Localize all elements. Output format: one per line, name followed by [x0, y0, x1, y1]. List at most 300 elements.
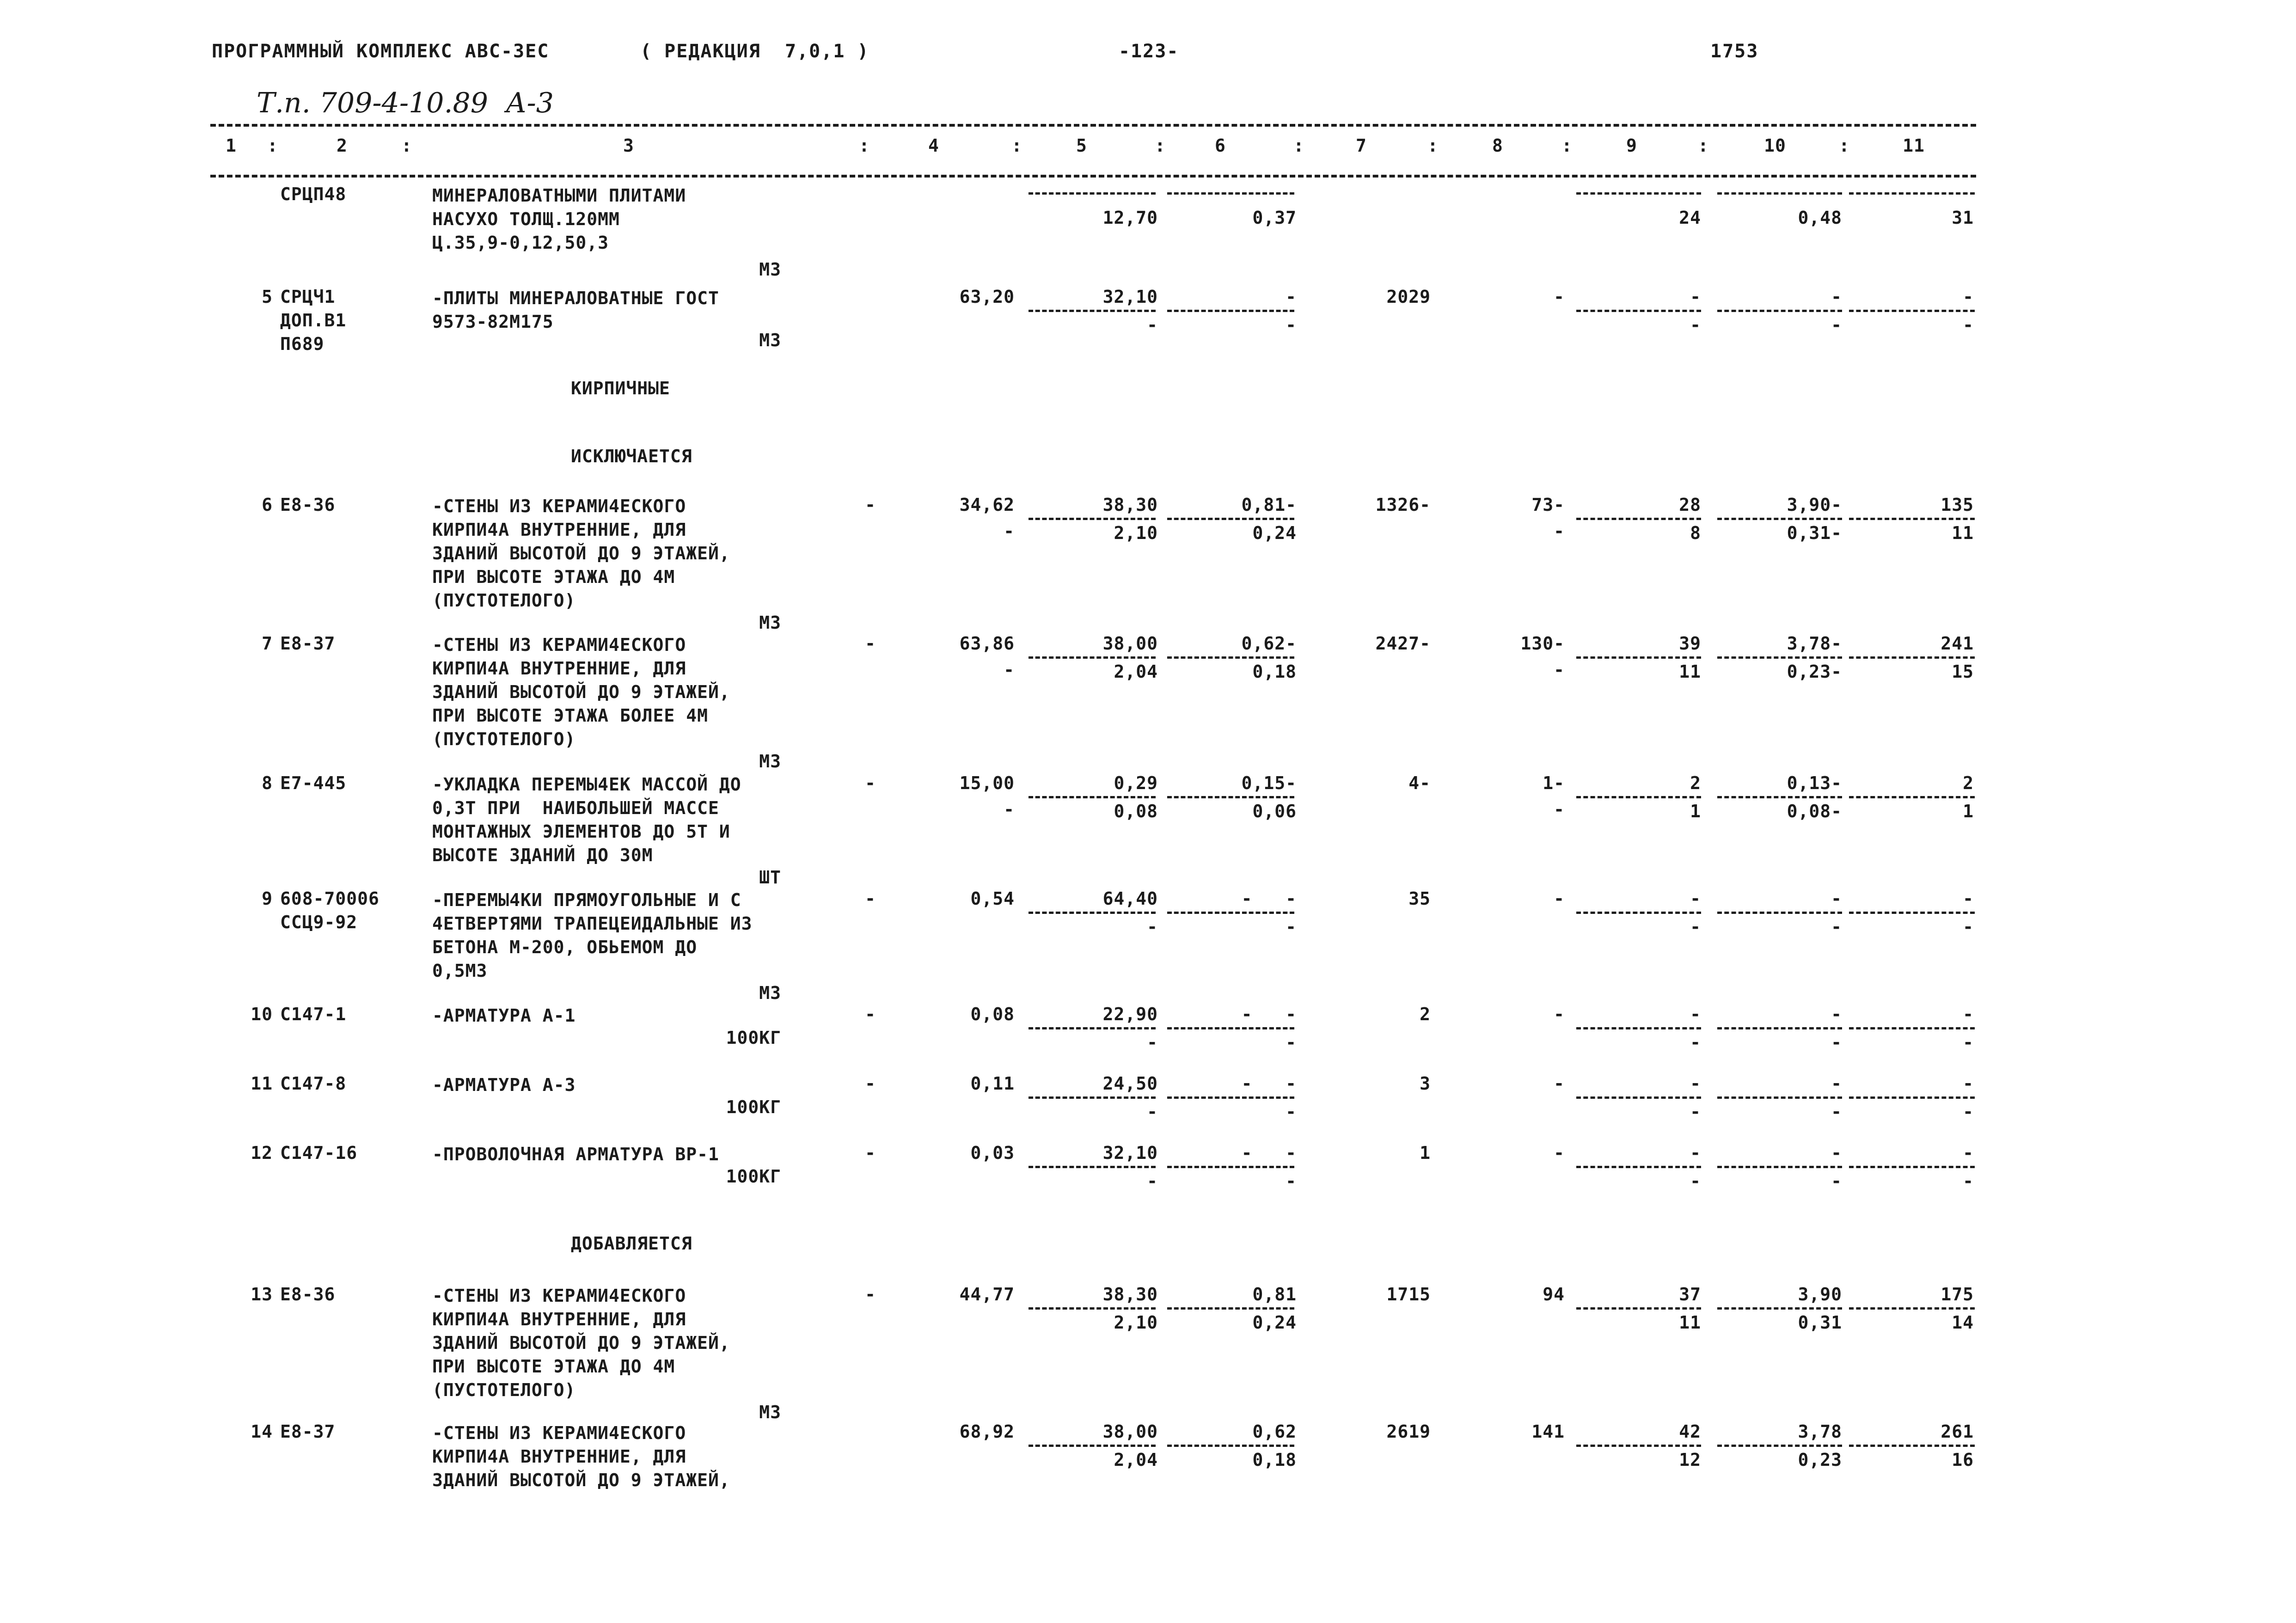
- value-c5: 22,90: [1102, 1004, 1158, 1024]
- row-description-line: ПРИ ВЫСОТЕ ЭТАЖА ДО 4М: [432, 1356, 675, 1377]
- value-c4: 44,77: [959, 1284, 1015, 1305]
- dash-marker: -: [865, 495, 876, 515]
- value-c7: 2619: [1386, 1421, 1431, 1442]
- value-c6: 0,62: [1252, 1421, 1297, 1442]
- value-c5: 0,08: [1114, 801, 1158, 821]
- row-description-line: ВЫСОТЕ ЗДАНИЙ ДО 30М: [432, 845, 653, 865]
- column-header: 5: [1076, 135, 1087, 156]
- value-c7: 1715: [1386, 1284, 1431, 1305]
- value-c4: 34,62: [959, 495, 1015, 515]
- value-c10: -: [1831, 1171, 1842, 1191]
- row-code: П689: [280, 334, 325, 354]
- row-unit: 100КГ: [726, 1028, 781, 1048]
- value-c9: 2: [1690, 773, 1701, 793]
- header-rule-top: [210, 124, 1976, 127]
- value-c5: 0,29: [1114, 773, 1158, 793]
- row-number: 5: [262, 287, 273, 307]
- fraction-rule: [1167, 1166, 1294, 1168]
- program-title: ПРОГРАММНЫЙ КОМПЛЕКС АВС-3ЕС: [212, 41, 550, 62]
- value-c4: 63,20: [959, 287, 1015, 307]
- column-separator: :: [859, 135, 870, 156]
- fraction-rule: [1029, 518, 1156, 520]
- value-c5: -: [1147, 315, 1158, 335]
- value-c6: -: [1286, 287, 1297, 307]
- value-c10: -: [1831, 1143, 1842, 1163]
- handwritten-reference: Т.п. 709-4-10.89 А-3: [257, 87, 554, 119]
- column-header: 11: [1903, 135, 1925, 156]
- value-c9: -: [1690, 1073, 1701, 1094]
- row-description-line: ЗДАНИЙ ВЫСОТОЙ ДО 9 ЭТАЖЕЙ,: [432, 682, 730, 702]
- fraction-rule: [1717, 310, 1842, 312]
- value-c11: 2: [1963, 773, 1974, 793]
- value-c9: -: [1690, 1004, 1701, 1024]
- value-c6: 0,15-: [1241, 773, 1297, 793]
- value-c6: -: [1286, 1102, 1297, 1122]
- value-c4: 15,00: [959, 773, 1015, 793]
- value-c11: -: [1963, 287, 1974, 307]
- row-description-line: -ПРОВОЛОЧНАЯ АРМАТУРА ВР-1: [432, 1144, 719, 1164]
- row-description-line: ЗДАНИЙ ВЫСОТОЙ ДО 9 ЭТАЖЕЙ,: [432, 1470, 730, 1490]
- fraction-rule: [1849, 1445, 1975, 1447]
- row-code: СРЦП48: [280, 184, 347, 204]
- page-number: -123-: [1119, 41, 1179, 62]
- column-header: 8: [1492, 135, 1503, 156]
- row-description-line: КИРПИ4А ВНУТРЕННИЕ, ДЛЯ: [432, 520, 686, 540]
- fraction-rule: [1576, 192, 1701, 195]
- value-c6: - -: [1241, 888, 1297, 909]
- value-c6: 0,37: [1252, 208, 1297, 228]
- row-unit: М3: [759, 612, 781, 633]
- value-c5: 32,10: [1102, 287, 1158, 307]
- value-c4: 0,11: [970, 1073, 1015, 1094]
- row-description-line: -СТЕНЫ ИЗ КЕРАМИ4ЕСКОГО: [432, 1423, 686, 1443]
- value-c5: 38,30: [1102, 1284, 1158, 1305]
- column-separator: :: [401, 135, 412, 156]
- value-c7: 35: [1408, 888, 1431, 909]
- fraction-rule: [1849, 1027, 1975, 1029]
- value-c11: 175: [1941, 1284, 1974, 1305]
- value-c5: 2,10: [1114, 1312, 1158, 1333]
- dash-marker: -: [865, 1143, 876, 1163]
- row-description-line: (ПУСТОТЕЛОГО): [432, 590, 576, 611]
- dash-marker: -: [865, 773, 876, 793]
- fraction-rule: [1167, 192, 1294, 195]
- row-description-line: МОНТАЖНЫХ ЭЛЕМЕНТОВ ДО 5Т И: [432, 821, 730, 842]
- value-c11: -: [1963, 1102, 1974, 1122]
- row-description-line: -СТЕНЫ ИЗ КЕРАМИ4ЕСКОГО: [432, 1286, 686, 1306]
- row-description-line: 0,5М3: [432, 961, 488, 981]
- row-description-line: 0,3Т ПРИ НАИБОЛЬШЕЙ МАССЕ: [432, 798, 719, 818]
- value-c8: -: [1554, 287, 1565, 307]
- value-c6: 0,24: [1252, 523, 1297, 543]
- fraction-rule: [1167, 518, 1294, 520]
- fraction-rule: [1849, 1307, 1975, 1310]
- fraction-rule: [1576, 1307, 1701, 1310]
- column-separator: :: [1293, 135, 1304, 156]
- value-c9: 1: [1690, 801, 1701, 821]
- value-c8: 94: [1543, 1284, 1565, 1305]
- value-c10: 0,48: [1798, 208, 1842, 228]
- row-code: Е7-445: [280, 773, 347, 793]
- column-header: 7: [1356, 135, 1367, 156]
- fraction-rule: [1576, 656, 1701, 659]
- fraction-rule: [1029, 656, 1156, 659]
- value-c4: 0,54: [970, 888, 1015, 909]
- value-c9: 42: [1679, 1421, 1701, 1442]
- fraction-rule: [1849, 1166, 1975, 1168]
- fraction-rule: [1029, 1096, 1156, 1099]
- row-unit: М3: [759, 1402, 781, 1422]
- value-c9: 11: [1679, 661, 1701, 682]
- fraction-rule: [1717, 656, 1842, 659]
- value-c6: - -: [1241, 1004, 1297, 1024]
- value-c6: 0,06: [1252, 801, 1297, 821]
- row-unit: М3: [759, 259, 781, 280]
- value-c11: 135: [1941, 495, 1974, 515]
- fraction-rule: [1167, 1307, 1294, 1310]
- row-description-line: 4ЕТВЕРТЯМИ ТРАПЕЦЕИДАЛЬНЫЕ ИЗ: [432, 913, 753, 934]
- value-c5: 64,40: [1102, 888, 1158, 909]
- fraction-rule: [1167, 796, 1294, 798]
- value-c10: 3,90-: [1787, 495, 1842, 515]
- row-description-line: -ПЕРЕМЫ4КИ ПРЯМОУГОЛЬНЫЕ И С: [432, 890, 741, 910]
- row-description-line: БЕТОНА М-200, ОБЬЕМОМ ДО: [432, 937, 698, 957]
- value-c4: -: [1004, 799, 1015, 820]
- fraction-rule: [1029, 310, 1156, 312]
- fraction-rule: [1576, 1027, 1701, 1029]
- value-c9: -: [1690, 287, 1701, 307]
- row-unit: М3: [759, 983, 781, 1003]
- value-c10: 0,08-: [1787, 801, 1842, 821]
- row-number: 14: [251, 1421, 273, 1442]
- value-c6: 0,18: [1252, 661, 1297, 682]
- value-c11: 11: [1952, 523, 1974, 543]
- value-c10: -: [1831, 888, 1842, 909]
- row-description-line: -УКЛАДКА ПЕРЕМЫ4ЕК МАССОЙ ДО: [432, 774, 741, 795]
- fraction-rule: [1576, 796, 1701, 798]
- value-c9: -: [1690, 1102, 1701, 1122]
- value-c5: -: [1147, 917, 1158, 937]
- value-c4: -: [1004, 521, 1015, 541]
- value-c11: -: [1963, 1171, 1974, 1191]
- row-unit: 100КГ: [726, 1097, 781, 1117]
- dash-marker: -: [865, 1284, 876, 1305]
- value-c10: -: [1831, 1102, 1842, 1122]
- value-c11: -: [1963, 917, 1974, 937]
- value-c6: - -: [1241, 1143, 1297, 1163]
- value-c6: 0,18: [1252, 1450, 1297, 1470]
- value-c5: -: [1147, 1102, 1158, 1122]
- value-c10: 0,13-: [1787, 773, 1842, 793]
- fraction-rule: [1717, 192, 1842, 195]
- value-c7: 3: [1420, 1073, 1431, 1094]
- fraction-rule: [1849, 192, 1975, 195]
- value-c5: 2,10: [1114, 523, 1158, 543]
- value-c7: 2: [1420, 1004, 1431, 1024]
- value-c9: 28: [1679, 495, 1701, 515]
- column-header: 3: [623, 135, 634, 156]
- row-description-line: -АРМАТУРА А-1: [432, 1005, 576, 1026]
- value-c5: 24,50: [1102, 1073, 1158, 1094]
- value-c9: -: [1690, 1171, 1701, 1191]
- value-c7: 2427-: [1375, 633, 1431, 654]
- value-c10: -: [1831, 1032, 1842, 1053]
- fraction-rule: [1576, 912, 1701, 914]
- row-description-line: МИНЕРАЛОВАТНЫМИ ПЛИТАМИ: [432, 185, 686, 206]
- column-separator: :: [267, 135, 278, 156]
- column-header: 9: [1626, 135, 1637, 156]
- row-unit: 100КГ: [726, 1166, 781, 1187]
- value-c11: -: [1963, 315, 1974, 335]
- row-code: С147-1: [280, 1004, 347, 1024]
- row-code: С147-8: [280, 1073, 347, 1094]
- value-c4: 0,03: [970, 1143, 1015, 1163]
- fraction-rule: [1717, 1307, 1842, 1310]
- row-number: 7: [262, 633, 273, 654]
- column-header: 1: [226, 135, 237, 156]
- row-description-line: ПРИ ВЫСОТЕ ЭТАЖА ДО 4М: [432, 567, 675, 587]
- row-number: 6: [262, 495, 273, 515]
- value-c8: -: [1554, 888, 1565, 909]
- value-c11: -: [1963, 1073, 1974, 1094]
- value-c6: -: [1286, 315, 1297, 335]
- value-c10: 0,23-: [1787, 661, 1842, 682]
- sheet-number: 1753: [1710, 41, 1759, 62]
- fraction-rule: [1029, 192, 1156, 195]
- value-c11: 14: [1952, 1312, 1974, 1333]
- value-c5: 2,04: [1114, 661, 1158, 682]
- column-separator: :: [1698, 135, 1709, 156]
- value-c4: -: [1004, 660, 1015, 680]
- value-c9: 24: [1679, 208, 1701, 228]
- fraction-rule: [1029, 1027, 1156, 1029]
- value-c5: -: [1147, 1171, 1158, 1191]
- value-c10: -: [1831, 917, 1842, 937]
- value-c8: 130-: [1520, 633, 1565, 654]
- value-c6: - -: [1241, 1073, 1297, 1094]
- fraction-rule: [1717, 912, 1842, 914]
- value-c10: 0,23: [1798, 1450, 1842, 1470]
- value-c4: 63,86: [959, 633, 1015, 654]
- value-c9: 11: [1679, 1312, 1701, 1333]
- column-header: 2: [337, 135, 348, 156]
- value-c6: -: [1286, 1032, 1297, 1053]
- row-number: 12: [251, 1143, 273, 1163]
- row-description-line: -СТЕНЫ ИЗ КЕРАМИ4ЕСКОГО: [432, 496, 686, 516]
- row-code: Е8-37: [280, 1421, 336, 1442]
- row-code: С147-16: [280, 1143, 358, 1163]
- value-c5: -: [1147, 1032, 1158, 1053]
- edition-label: ( РЕДАКЦИЯ 7,0,1 ): [640, 41, 869, 62]
- row-description-line: КИРПИ4А ВНУТРЕННИЕ, ДЛЯ: [432, 1309, 686, 1329]
- value-c6: 0,81-: [1241, 495, 1297, 515]
- value-c6: -: [1286, 1171, 1297, 1191]
- value-c9: 39: [1679, 633, 1701, 654]
- row-number: 9: [262, 888, 273, 909]
- row-description-line: КИРПИ4А ВНУТРЕННИЕ, ДЛЯ: [432, 1446, 686, 1467]
- row-description-line: (ПУСТОТЕЛОГО): [432, 729, 576, 749]
- value-c9: -: [1690, 315, 1701, 335]
- column-separator: :: [1561, 135, 1573, 156]
- fraction-rule: [1167, 656, 1294, 659]
- section-bricks: КИРПИЧНЫЕ: [571, 378, 670, 398]
- value-c11: 16: [1952, 1450, 1974, 1470]
- value-c5: 38,00: [1102, 1421, 1158, 1442]
- row-description-line: НАСУХО ТОЛЩ.120ММ: [432, 209, 620, 229]
- row-unit: М3: [759, 751, 781, 772]
- fraction-rule: [1576, 310, 1701, 312]
- value-c11: 1: [1963, 801, 1974, 821]
- column-separator: :: [1155, 135, 1166, 156]
- value-c5: 12,70: [1102, 208, 1158, 228]
- value-c4: 68,92: [959, 1421, 1015, 1442]
- value-c10: -: [1831, 1004, 1842, 1024]
- value-c10: -: [1831, 1073, 1842, 1094]
- value-c9: -: [1690, 917, 1701, 937]
- value-c11: -: [1963, 888, 1974, 909]
- section-excluded: ИСКЛЮЧАЕТСЯ: [571, 446, 692, 466]
- row-description-line: ПРИ ВЫСОТЕ ЭТАЖА БОЛЕЕ 4М: [432, 705, 708, 726]
- row-number: 13: [251, 1284, 273, 1305]
- value-c10: -: [1831, 315, 1842, 335]
- row-code: Е8-36: [280, 1284, 336, 1305]
- header-rule-bottom: [210, 175, 1976, 178]
- fraction-rule: [1029, 1166, 1156, 1168]
- value-c9: -: [1690, 888, 1701, 909]
- value-c9: 12: [1679, 1450, 1701, 1470]
- value-c10: 3,78-: [1787, 633, 1842, 654]
- fraction-rule: [1849, 796, 1975, 798]
- section-added: ДОБАВЛЯЕТСЯ: [571, 1233, 692, 1254]
- value-c5: 2,04: [1114, 1450, 1158, 1470]
- value-c8: -: [1554, 1143, 1565, 1163]
- row-number: 8: [262, 773, 273, 793]
- value-c9: 8: [1690, 523, 1701, 543]
- row-description-line: ЗДАНИЙ ВЫСОТОЙ ДО 9 ЭТАЖЕЙ,: [432, 1333, 730, 1353]
- fraction-rule: [1576, 518, 1701, 520]
- row-code: СРЦЧ1: [280, 287, 336, 307]
- fraction-rule: [1717, 1166, 1842, 1168]
- fraction-rule: [1717, 1445, 1842, 1447]
- value-c5: 38,30: [1102, 495, 1158, 515]
- fraction-rule: [1717, 796, 1842, 798]
- fraction-rule: [1167, 1096, 1294, 1099]
- fraction-rule: [1576, 1096, 1701, 1099]
- value-c4: 0,08: [970, 1004, 1015, 1024]
- fraction-rule: [1717, 1096, 1842, 1099]
- value-c9: -: [1690, 1143, 1701, 1163]
- value-c9: 37: [1679, 1284, 1701, 1305]
- value-c11: 31: [1952, 208, 1974, 228]
- value-c6: 0,62-: [1241, 633, 1297, 654]
- fraction-rule: [1167, 1027, 1294, 1029]
- fraction-rule: [1576, 1166, 1701, 1168]
- fraction-rule: [1576, 1445, 1701, 1447]
- value-c10: 0,31: [1798, 1312, 1842, 1333]
- row-description-line: Ц.35,9-0,12,50,3: [432, 233, 609, 253]
- row-description-line: 9573-82М175: [432, 312, 554, 332]
- value-c6: 0,81: [1252, 1284, 1297, 1305]
- value-c7: 1326-: [1375, 495, 1431, 515]
- value-c8: -: [1554, 1073, 1565, 1094]
- column-header: 6: [1215, 135, 1226, 156]
- column-separator: :: [1427, 135, 1439, 156]
- value-c11: -: [1963, 1004, 1974, 1024]
- value-c6: -: [1286, 917, 1297, 937]
- row-code: 608-70006: [280, 888, 380, 909]
- row-description-line: КИРПИ4А ВНУТРЕННИЕ, ДЛЯ: [432, 658, 686, 679]
- row-description-line: -СТЕНЫ ИЗ КЕРАМИ4ЕСКОГО: [432, 635, 686, 655]
- fraction-rule: [1849, 310, 1975, 312]
- value-c10: 3,78: [1798, 1421, 1842, 1442]
- row-description-line: ЗДАНИЙ ВЫСОТОЙ ДО 9 ЭТАЖЕЙ,: [432, 543, 730, 563]
- row-description-line: -ПЛИТЫ МИНЕРАЛОВАТНЫЕ ГОСТ: [432, 288, 719, 308]
- row-description-line: -АРМАТУРА А-3: [432, 1075, 576, 1095]
- row-code: ССЦ9-92: [280, 912, 358, 932]
- value-c11: -: [1963, 1032, 1974, 1053]
- value-c6: 0,24: [1252, 1312, 1297, 1333]
- value-c7: 2029: [1386, 287, 1431, 307]
- fraction-rule: [1849, 518, 1975, 520]
- value-c8: -: [1554, 660, 1565, 680]
- row-unit: М3: [759, 330, 781, 350]
- row-description-line: (ПУСТОТЕЛОГО): [432, 1380, 576, 1400]
- fraction-rule: [1849, 1096, 1975, 1099]
- fraction-rule: [1849, 656, 1975, 659]
- row-number: 10: [251, 1004, 273, 1024]
- row-code: ДОП.В1: [280, 310, 347, 331]
- value-c11: -: [1963, 1143, 1974, 1163]
- row-code: Е8-36: [280, 495, 336, 515]
- fraction-rule: [1167, 310, 1294, 312]
- value-c8: 1-: [1543, 773, 1565, 793]
- dash-marker: -: [865, 888, 876, 909]
- fraction-rule: [1029, 912, 1156, 914]
- value-c8: -: [1554, 799, 1565, 820]
- value-c10: -: [1831, 287, 1842, 307]
- value-c7: 1: [1420, 1143, 1431, 1163]
- value-c5: 38,00: [1102, 633, 1158, 654]
- value-c9: -: [1690, 1032, 1701, 1053]
- value-c8: -: [1554, 1004, 1565, 1024]
- value-c11: 241: [1941, 633, 1974, 654]
- row-number: 11: [251, 1073, 273, 1094]
- fraction-rule: [1167, 1445, 1294, 1447]
- fraction-rule: [1717, 1027, 1842, 1029]
- column-separator: :: [1839, 135, 1850, 156]
- column-header: 4: [928, 135, 939, 156]
- value-c7: 4-: [1408, 773, 1431, 793]
- value-c11: 261: [1941, 1421, 1974, 1442]
- fraction-rule: [1167, 912, 1294, 914]
- column-header: 10: [1764, 135, 1786, 156]
- row-unit: ШТ: [759, 867, 781, 888]
- value-c8: -: [1554, 521, 1565, 541]
- fraction-rule: [1849, 912, 1975, 914]
- value-c5: 32,10: [1102, 1143, 1158, 1163]
- fraction-rule: [1029, 1445, 1156, 1447]
- dash-marker: -: [865, 1073, 876, 1094]
- value-c10: 3,90: [1798, 1284, 1842, 1305]
- fraction-rule: [1717, 518, 1842, 520]
- value-c8: 141: [1531, 1421, 1565, 1442]
- row-code: Е8-37: [280, 633, 336, 654]
- dash-marker: -: [865, 633, 876, 654]
- fraction-rule: [1029, 1307, 1156, 1310]
- column-separator: :: [1011, 135, 1022, 156]
- dash-marker: -: [865, 1004, 876, 1024]
- value-c8: 73-: [1531, 495, 1565, 515]
